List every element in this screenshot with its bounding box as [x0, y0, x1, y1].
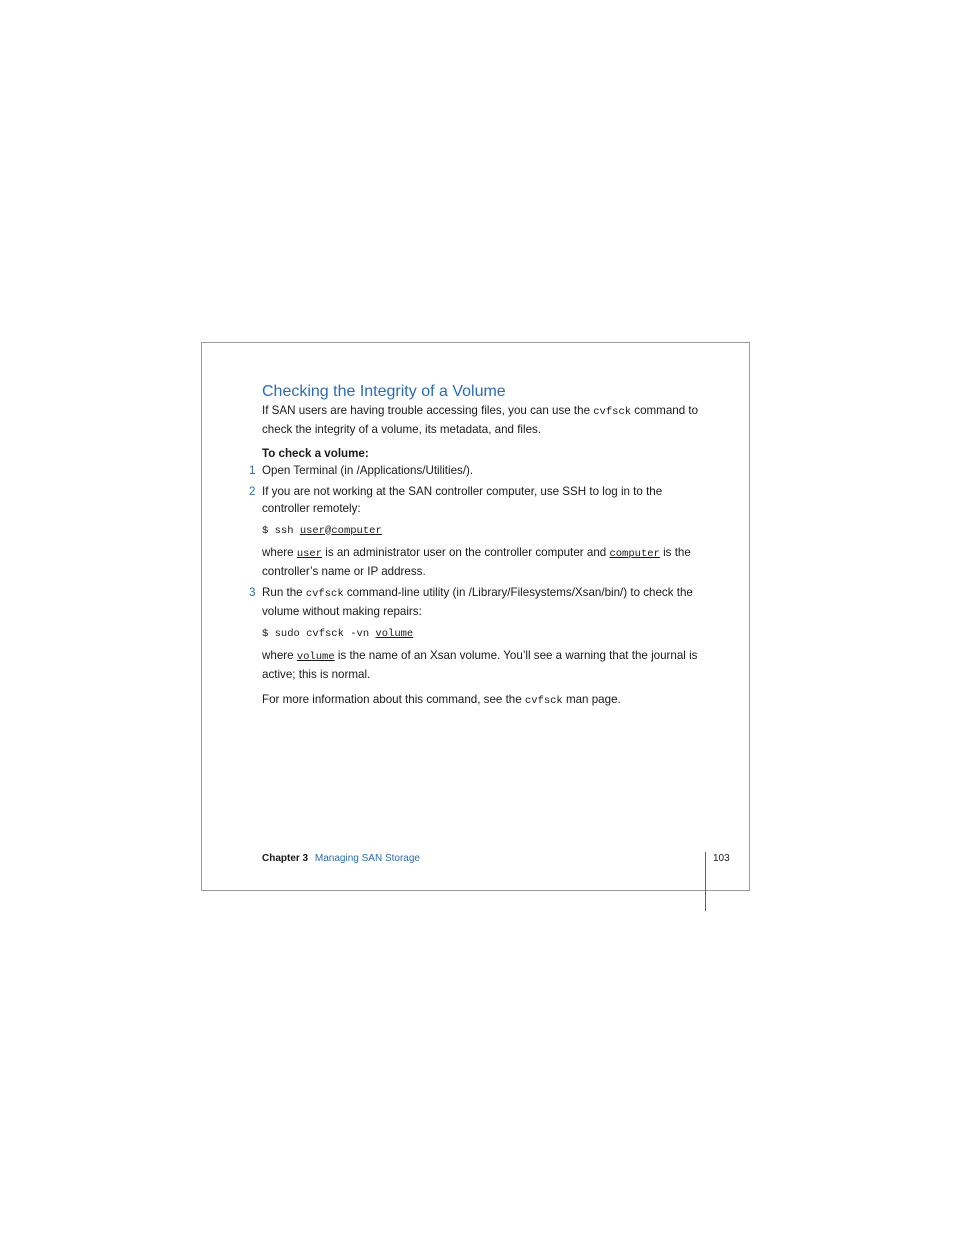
closing-command: cvfsck — [524, 695, 563, 707]
code-prefix: $ sudo cvfsck -vn — [262, 628, 376, 640]
note-text: is the name of an Xsan volume. You’ll see a warning that the journal is active; this is normal. — [262, 649, 698, 681]
closing-text: For more information about this command, see the — [262, 693, 525, 706]
step-text — [262, 584, 702, 620]
step-command: cvfsck — [305, 588, 344, 600]
step-number: 1 — [249, 464, 256, 477]
code-line-cvfsck — [262, 626, 702, 643]
note-computer: computer — [609, 548, 660, 560]
step-note — [262, 647, 702, 683]
code-placeholder-computer: computer — [331, 525, 382, 537]
note-text: is the controller’s name or IP address. — [262, 546, 691, 578]
step-number: 2 — [249, 485, 256, 498]
intro-paragraph — [262, 402, 702, 438]
step-text: Open Terminal (in /Applications/Utilities/). — [262, 464, 474, 477]
procedure-title: To check a volume: — [262, 447, 369, 460]
page-footer — [262, 852, 732, 866]
note-volume: volume — [296, 651, 335, 663]
code-placeholder-user: user — [299, 525, 326, 537]
step-3 — [249, 584, 702, 683]
footer-rule — [705, 852, 706, 911]
step-text: If you are not working at the SAN controller computer, use SSH to log in to the controller remotely: — [262, 485, 663, 515]
intro-text: If SAN users are having trouble accessing files, you can use the — [262, 404, 594, 417]
intro-text-end: command to check the integrity of a volume, its metadata, and files. — [262, 404, 699, 436]
page-content — [249, 382, 702, 710]
step-text-start: Run the — [262, 586, 306, 599]
code-at: @ — [325, 525, 332, 537]
code-prefix: $ ssh — [262, 525, 300, 537]
footer-chapter: Chapter 3 — [262, 853, 309, 864]
code-placeholder-volume: volume — [375, 628, 414, 640]
step-number: 3 — [249, 586, 256, 599]
closing-paragraph — [262, 691, 702, 710]
section-heading: Checking the Integrity of a Volume — [262, 383, 506, 400]
note-text: is an administrator user on the controller computer and — [322, 546, 610, 559]
step-2 — [249, 483, 702, 580]
intro-command: cvfsck — [593, 406, 632, 418]
footer-page-number: 103 — [713, 853, 730, 864]
code-line-ssh — [262, 523, 702, 540]
note-user: user — [296, 548, 323, 560]
step-note — [262, 544, 702, 580]
step-text-end: command-line utility (in /Library/Filesystems/Xsan/bin/) to check the volume without making repairs: — [262, 586, 693, 618]
note-text: where — [262, 649, 297, 662]
footer-chapter-title: Managing SAN Storage — [314, 853, 420, 864]
step-1 — [249, 462, 702, 479]
closing-text-end: man page. — [562, 693, 621, 706]
note-text: where — [262, 546, 297, 559]
